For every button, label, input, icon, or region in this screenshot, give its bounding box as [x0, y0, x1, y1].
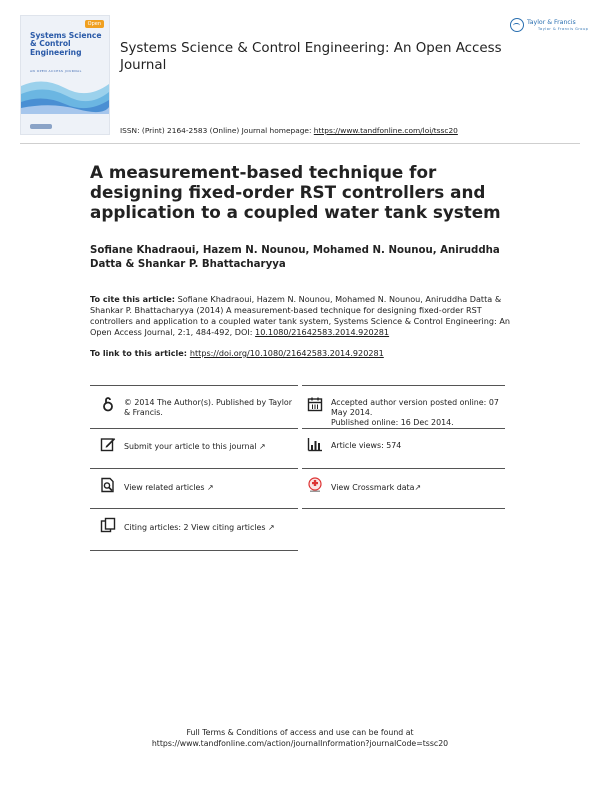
crossmark-label: View Crossmark data: [331, 483, 415, 492]
external-link-icon: ↗: [268, 523, 275, 532]
crossmark-icon[interactable]: [307, 477, 323, 493]
info-rule: [302, 385, 505, 386]
cover-subtitle: AN OPEN ACCESS JOURNAL: [30, 69, 82, 73]
doi-link[interactable]: 10.1080/21642583.2014.920281: [255, 327, 390, 337]
publisher-logo-subtext: Taylor & Francis Group: [538, 27, 589, 31]
info-rule: [302, 468, 505, 469]
info-rule: [90, 550, 298, 551]
publisher-logo-icon: [510, 18, 524, 32]
cover-wave-graphic: [21, 76, 109, 114]
info-rule: [90, 508, 298, 509]
crossmark-link[interactable]: [331, 483, 503, 493]
article-url-link[interactable]: https://doi.org/10.1080/21642583.2014.920281: [189, 348, 384, 358]
footer-terms-url[interactable]: https://www.tandfonline.com/action/journalInformation?journalCode=tssc20: [151, 739, 449, 748]
info-rule: [90, 428, 298, 429]
citing-articles-label: Citing articles: 2 View citing articles: [124, 523, 266, 532]
issn-line: [120, 126, 458, 135]
related-articles-icon[interactable]: [100, 477, 116, 493]
journal-cover: [20, 15, 110, 135]
related-articles-link[interactable]: [124, 483, 296, 493]
journal-title[interactable]: Systems Science & Control Engineering: An Open Access Journal: [120, 41, 502, 73]
open-access-icon: [100, 396, 116, 412]
journal-homepage-link[interactable]: https://www.tandfonline.com/loi/tssc20: [313, 126, 458, 135]
external-link-icon: ↗: [414, 483, 422, 492]
cover-title: Systems Science & Control Engineering: [30, 31, 102, 57]
external-link-icon: ↗: [207, 483, 214, 492]
article-link-block: [90, 348, 510, 359]
cover-open-badge: Open: [85, 20, 104, 28]
info-rule: [302, 508, 505, 509]
citation-text: Sofiane Khadraoui, Hazem N. Nounou, Mohamed N. Nounou, Aniruddha Datta & Shankar P. Bhattacharyya (2014) A measurement-based technique for designing fixed-order RST controllers and application to a coupled water tank system, Systems Science & Control Engineering: An Open Access Journal, 2:1, 484-492, DOI:: [90, 294, 510, 337]
article-title: A measurement-based technique for designing fixed-order RST controllers and application to a coupled water tank system: [90, 162, 501, 222]
article-views: Article views: 574: [331, 441, 402, 450]
bar-chart-icon: [307, 436, 323, 452]
cover-publisher-logo: [30, 124, 52, 129]
article-authors: Sofiane Khadraoui, Hazem N. Nounou, Mohamed N. Nounou, Aniruddha Datta & Shankar P. Bhattacharyya: [90, 245, 500, 270]
citation-label: To cite this article:: [90, 294, 176, 304]
info-rule: [90, 468, 298, 469]
info-rule: [302, 428, 505, 429]
calendar-icon: [307, 396, 323, 412]
taylor-francis-logo[interactable]: [510, 17, 589, 35]
submit-article-link[interactable]: [124, 442, 296, 452]
accepted-date: Accepted author version posted online: 07 May 2014.: [331, 398, 499, 417]
external-link-icon: ↗: [259, 442, 266, 451]
issn-text: ISSN: (Print) 2164-2583 (Online) Journal homepage:: [120, 126, 314, 135]
footer-terms-text: Full Terms & Conditions of access and use can be found at: [186, 728, 414, 737]
citing-articles-icon[interactable]: [100, 517, 116, 533]
submit-article-label: Submit your article to this journal: [124, 442, 257, 451]
copyright-notice: © 2014 The Author(s). Published by Taylor & Francis.: [124, 398, 292, 417]
related-articles-label: View related articles: [124, 483, 205, 492]
citation-block: [90, 294, 510, 338]
link-label: To link to this article:: [90, 348, 190, 358]
published-date: Published online: 16 Dec 2014.: [331, 418, 454, 427]
info-rule: [90, 385, 298, 386]
citing-articles-link[interactable]: [124, 523, 296, 533]
footer: [60, 727, 540, 749]
publisher-logo-text: Taylor & Francis: [527, 19, 576, 26]
header-divider: [20, 143, 580, 144]
submit-article-icon[interactable]: [100, 436, 116, 452]
